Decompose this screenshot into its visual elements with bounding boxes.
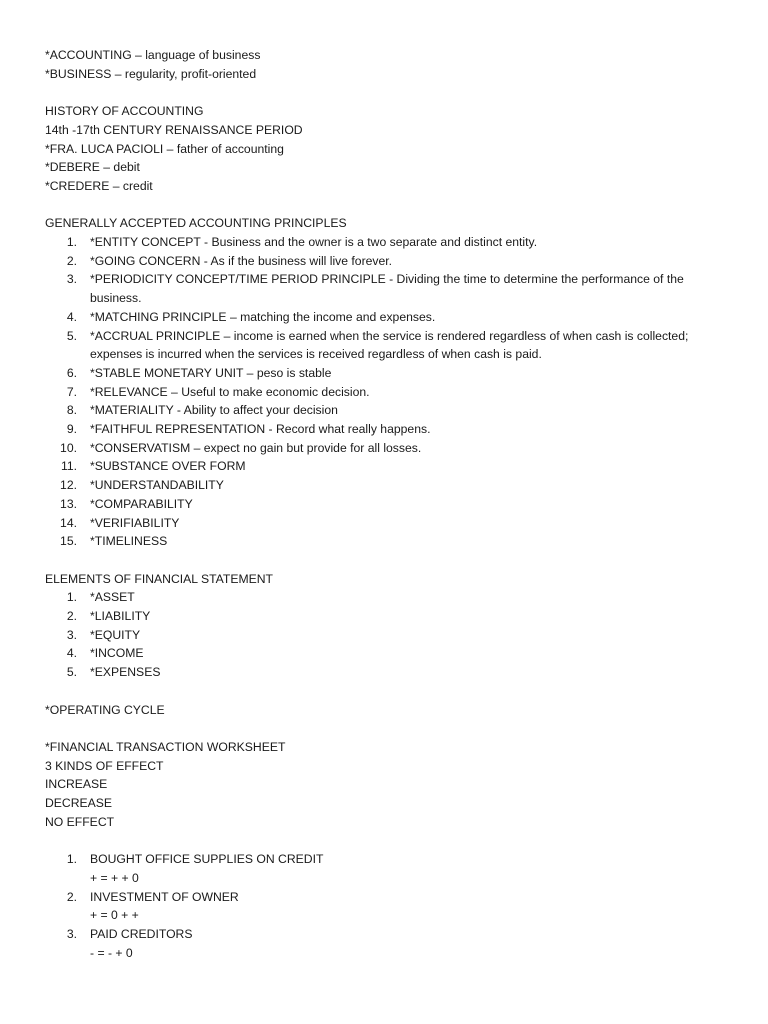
list-item [45, 888, 725, 907]
list-number: 13. [60, 496, 77, 511]
list-number: 1. [66, 235, 77, 249]
list-text: *STABLE MONETARY UNIT – peso is stable [90, 365, 332, 380]
list-text: *UNDERSTANDABILITY [90, 478, 224, 493]
list-item [45, 607, 725, 626]
spacer [45, 682, 725, 701]
list-number: 6. [66, 365, 77, 380]
list-number: 10. [60, 440, 77, 455]
spacer [45, 831, 725, 850]
history-line: *CREDERE – credit [45, 178, 153, 193]
list-number: 8. [66, 403, 77, 418]
operating-cycle: *OPERATING CYCLE [45, 702, 165, 717]
list-text: *MATERIALITY - Ability to affect your decision [90, 403, 338, 418]
list-item [45, 401, 725, 420]
worksheet-line: 3 KINDS OF EFFECT [45, 758, 164, 773]
elements-list [45, 588, 725, 682]
elements-heading: ELEMENTS OF FINANCIAL STATEMENT [45, 571, 273, 586]
list-item [45, 850, 725, 869]
spacer [45, 83, 725, 102]
list-item [45, 588, 725, 607]
list-number: 4. [66, 309, 77, 324]
list-text: *ASSET [90, 590, 135, 605]
list-text: *COMPARABILITY [90, 496, 193, 511]
transactions-list [45, 850, 725, 962]
list-text: *GOING CONCERN - As if the business will live forever. [90, 253, 393, 268]
list-number: 2. [66, 609, 77, 624]
intro-line-business: *BUSINESS – regularity, profit-oriented [45, 66, 257, 81]
list-text: *RELEVANCE – Useful to make economic decision. [90, 384, 370, 399]
list-text: *PERIODICITY CONCEPT/TIME PERIOD PRINCIPLE - Dividing the time to determine the performance of the business. [90, 272, 684, 306]
list-item [45, 476, 725, 495]
list-number: 4. [66, 646, 77, 661]
history-line: 14th -17th CENTURY RENAISSANCE PERIOD [45, 122, 303, 137]
list-item [45, 626, 725, 645]
worksheet-line: NO EFFECT [45, 814, 115, 829]
document-page [45, 46, 725, 962]
list-number: 1. [66, 590, 77, 605]
list-text: *VERIFIABILITY [90, 515, 180, 530]
history-line: *DEBERE – debit [45, 160, 140, 175]
list-text: INVESTMENT OF OWNER [90, 889, 239, 904]
transaction-effect: + = + + 0 [90, 870, 139, 885]
list-item [45, 233, 725, 252]
list-text: BOUGHT OFFICE SUPPLIES ON CREDIT [90, 852, 324, 867]
list-number: 3. [66, 926, 77, 941]
transaction-effect: - = - + 0 [90, 945, 133, 960]
list-item [45, 252, 725, 271]
list-item [45, 663, 725, 682]
worksheet-heading: *FINANCIAL TRANSACTION WORKSHEET [45, 739, 286, 754]
list-item [45, 514, 725, 533]
spacer [45, 551, 725, 570]
worksheet-line: INCREASE [45, 777, 108, 792]
list-item [45, 364, 725, 383]
list-text: *TIMELINESS [90, 534, 168, 549]
list-text: *ENTITY CONCEPT - Business and the owner is a two separate and distinct entity. [90, 235, 538, 249]
list-text: *FAITHFUL REPRESENTATION - Record what really happens. [90, 422, 431, 437]
list-number: 15. [60, 534, 77, 549]
list-number: 5. [66, 665, 77, 680]
list-item [45, 532, 725, 551]
worksheet-line: DECREASE [45, 796, 113, 811]
list-number: 11. [60, 459, 77, 474]
list-text: *EXPENSES [90, 665, 161, 680]
list-number: 5. [66, 328, 77, 343]
list-text: *SUBSTANCE OVER FORM [90, 459, 246, 474]
list-number: 3. [66, 627, 77, 642]
history-heading: HISTORY OF ACCOUNTING [45, 104, 204, 119]
list-text: *ACCRUAL PRINCIPLE – income is earned when the service is rendered regardless of when cash is collected; expenses is incurred when the services is received regardless of when cash is paid. [90, 328, 689, 362]
list-text: *MATCHING PRINCIPLE – matching the income and expenses. [90, 309, 436, 324]
list-number: 14. [60, 515, 77, 530]
list-item [45, 644, 725, 663]
spacer [45, 719, 725, 738]
list-number: 2. [66, 889, 77, 904]
history-line: *FRA. LUCA PACIOLI – father of accounting [45, 141, 284, 156]
list-text: *EQUITY [90, 627, 141, 642]
list-number: 3. [66, 272, 77, 287]
list-item [45, 327, 725, 364]
list-text: *LIABILITY [90, 609, 151, 624]
list-item [45, 270, 725, 307]
gaap-list [45, 233, 725, 551]
list-item [45, 457, 725, 476]
gaap-heading: GENERALLY ACCEPTED ACCOUNTING PRINCIPLES [45, 216, 347, 231]
list-item [45, 383, 725, 402]
list-text: *INCOME [90, 646, 144, 661]
list-number: 7. [66, 384, 77, 399]
intro-line-accounting: *ACCOUNTING – language of business [45, 48, 261, 62]
spacer [45, 196, 725, 215]
transaction-effect: + = 0 + + [90, 908, 139, 923]
list-number: 9. [66, 422, 77, 437]
list-item [45, 420, 725, 439]
list-number: 1. [66, 852, 77, 867]
list-item [45, 439, 725, 458]
list-text: PAID CREDITORS [90, 926, 193, 941]
list-number: 2. [66, 253, 77, 268]
list-item [45, 308, 725, 327]
list-item [45, 925, 725, 944]
list-text: *CONSERVATISM – expect no gain but provide for all losses. [90, 440, 422, 455]
list-item [45, 495, 725, 514]
list-number: 12. [60, 478, 77, 493]
